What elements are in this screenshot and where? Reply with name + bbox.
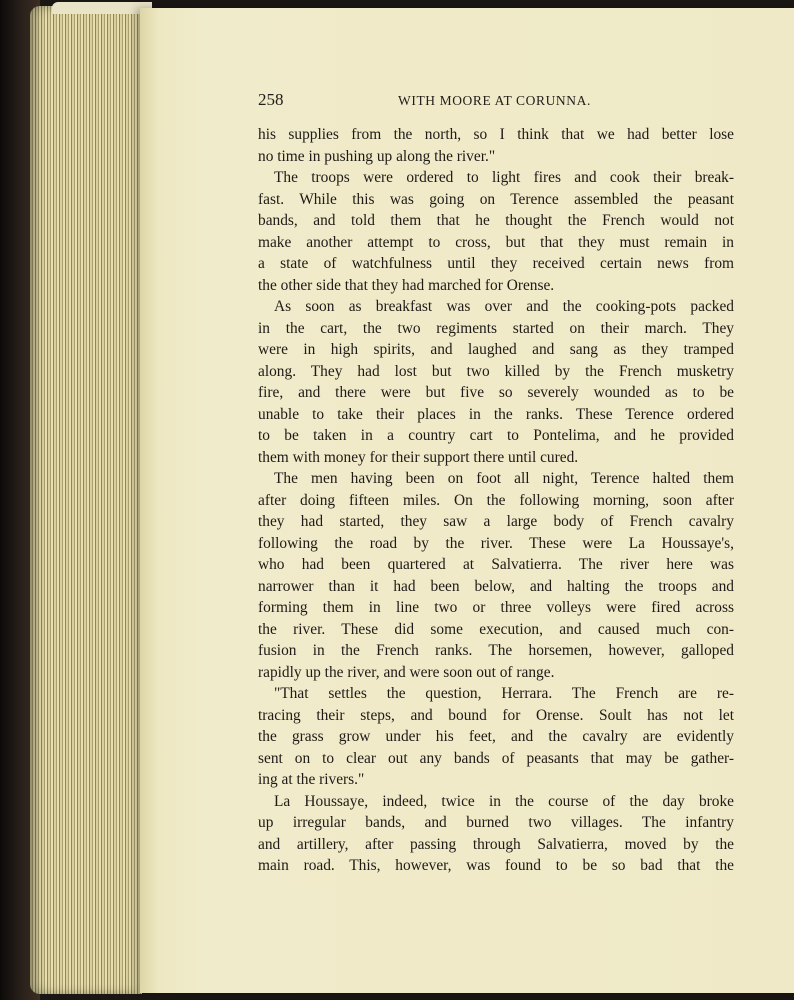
- text-line: they had started, they saw a large body of French cavalry: [258, 513, 734, 530]
- page-number: 258: [258, 90, 284, 109]
- text-line: along. They had lost but two killed by the French musketry: [258, 362, 734, 380]
- text-line: forming them in line two or three volleys were fired across: [258, 599, 734, 616]
- text-line: following the road by the river. These were La Houssaye's,: [258, 534, 734, 552]
- text-line: to be taken in a country cart to Pontelima, and he provided: [258, 427, 734, 444]
- text-line: rapidly up the river, and were soon out of range.: [258, 663, 555, 681]
- text-line: fire, and there were but five so severely wounded as to be: [258, 384, 734, 401]
- text-line: up irregular bands, and burned two villages. The infantry: [258, 814, 734, 831]
- page-edges: [30, 6, 142, 994]
- text-line: a state of watchfulness until they received certain news from: [258, 255, 734, 272]
- text-line: the grass grow under his feet, and the cavalry are evidently: [258, 728, 734, 745]
- running-title: WITH MOORE AT CORUNNA.: [398, 93, 591, 108]
- text-line: bands, and told them that he thought the French would not: [258, 212, 734, 229]
- text-line: ing at the rivers.": [258, 771, 365, 788]
- text-line: sent on to clear out any bands of peasants that may be gather-: [258, 749, 734, 767]
- text-line: his supplies from the north, so I think that we had better lose: [258, 126, 734, 143]
- text-line: fast. While this was going on Terence assembled the peasant: [258, 190, 734, 208]
- text-line: no time in pushing up along the river.": [258, 147, 496, 165]
- text-line: the other side that they had marched for Orense.: [258, 276, 555, 294]
- text-line: make another attempt to cross, but that they must remain in: [258, 233, 734, 251]
- text-line: main road. This, however, was found to be so bad that the: [258, 857, 734, 874]
- text-line: fusion in the French ranks. The horsemen, however, galloped: [258, 642, 734, 659]
- text-line: The troops were ordered to light fires and cook their break-: [274, 169, 734, 186]
- text-line: the river. These did some execution, and caused much con-: [258, 620, 734, 638]
- text-line: tracing their steps, and bound for Orense. Soult has not let: [258, 706, 734, 724]
- text-line: The men having been on foot all night, Terence halted them: [274, 470, 734, 487]
- text-line: unable to take their places in the ranks. These Terence ordered: [258, 405, 734, 423]
- text-line: in the cart, the two regiments started on their march. They: [258, 319, 734, 337]
- text-line: "That settles the question, Herrara. The French are re-: [274, 685, 734, 702]
- text-line: and artillery, after passing through Salvatierra, moved by the: [258, 835, 734, 853]
- body-text: [258, 124, 734, 877]
- page-edges-top: [52, 2, 152, 14]
- text-line: were in high spirits, and laughed and sang as they tramped: [258, 341, 734, 358]
- text-line: them with money for their support there until cured.: [258, 448, 579, 466]
- text-line: who had been quartered at Salvatierra. The river here was: [258, 556, 734, 573]
- text-line: La Houssaye, indeed, twice in the course of the day broke: [274, 792, 734, 810]
- text-line: narrower than it had been below, and halting the troops and: [258, 577, 734, 595]
- text-line: As soon as breakfast was over and the cooking-pots packed: [274, 298, 734, 315]
- text-line: after doing fifteen miles. On the following morning, soon after: [258, 491, 734, 509]
- page-header: [258, 90, 728, 112]
